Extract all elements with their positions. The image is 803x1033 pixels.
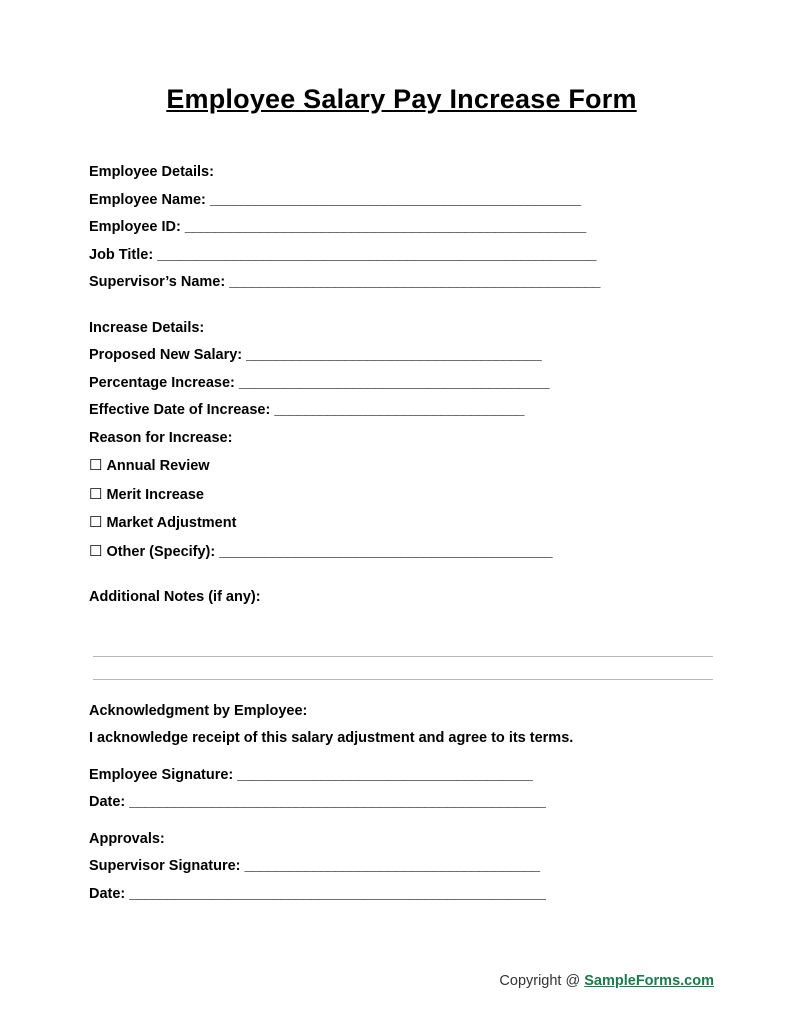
field-effective-date-label: Effective Date of Increase: — [89, 402, 271, 418]
footer-copyright: Copyright @ — [499, 973, 581, 989]
form-body — [89, 159, 714, 908]
checkbox-market-adjustment-label: Market Adjustment — [106, 515, 237, 531]
checkbox-market-adjustment[interactable] — [89, 509, 714, 538]
acknowledgment-heading: Acknowledgment by Employee: — [89, 702, 308, 719]
field-supervisor-signature-label: Supervisor Signature: — [89, 858, 241, 874]
field-proposed-new-salary-label: Proposed New Salary: — [89, 347, 243, 363]
page-title: Employee Salary Pay Increase Form — [166, 84, 637, 114]
checkbox-merit-increase[interactable] — [89, 481, 714, 510]
field-percentage-increase-input[interactable]: _________________________________________ — [238, 374, 550, 391]
field-proposed-new-salary-input[interactable]: _______________________________________ — [246, 347, 542, 363]
reason-for-increase-label: Reason for Increase: — [89, 429, 233, 446]
checkbox-other-specify-label: Other (Specify): — [106, 543, 216, 560]
field-proposed-new-salary — [89, 342, 714, 370]
additional-notes-heading: Additional Notes (if any): — [89, 589, 261, 605]
field-employee-signature — [89, 762, 714, 790]
field-employee-name-label: Employee Name: — [89, 191, 206, 208]
field-job-title-label: Job Title: — [89, 246, 154, 263]
field-employee-signature-label: Employee Signature: — [89, 766, 234, 783]
field-supervisor-name-label: Supervisor’s Name: — [89, 274, 226, 290]
checkbox-icon[interactable]: ☐ — [89, 485, 103, 503]
field-other-specify-input[interactable]: ____________________________________________ — [219, 543, 553, 560]
additional-notes-line-2[interactable] — [93, 657, 713, 680]
approvals-heading: Approvals: — [89, 830, 165, 847]
spacer — [89, 297, 714, 315]
additional-notes-area[interactable] — [89, 634, 714, 680]
field-employee-date — [89, 789, 714, 817]
footer-site-link[interactable]: SampleForms.com — [584, 973, 714, 989]
field-employee-id-label: Employee ID: — [89, 219, 181, 235]
checkbox-icon[interactable]: ☐ — [89, 542, 103, 560]
field-supervisor-name — [89, 269, 714, 297]
acknowledgment-statement: I acknowledge receipt of this salary adjustment and agree to its terms. — [89, 730, 574, 746]
field-effective-date-input[interactable]: _________________________________ — [274, 402, 524, 418]
field-supervisor-name-input[interactable]: _________________________________________________ — [229, 274, 600, 290]
field-job-title-input[interactable]: __________________________________________________________ — [157, 246, 596, 263]
field-employee-name — [89, 187, 714, 215]
field-employee-date-input[interactable]: _______________________________________________________ — [129, 794, 546, 810]
footer — [499, 973, 714, 989]
field-employee-id — [89, 214, 714, 242]
spacer — [89, 753, 714, 762]
field-job-title — [89, 242, 714, 270]
field-employee-date-label: Date: — [89, 794, 126, 810]
field-employee-signature-input[interactable]: _______________________________________ — [237, 766, 533, 783]
field-supervisor-date-input[interactable]: _______________________________________________________ — [129, 885, 546, 902]
field-employee-id-input[interactable]: _____________________________________________________ — [184, 219, 586, 235]
field-supervisor-signature — [89, 853, 714, 881]
field-employee-name-input[interactable]: _________________________________________________ — [209, 191, 581, 208]
field-effective-date — [89, 397, 714, 425]
field-supervisor-date-label: Date: — [89, 885, 126, 902]
checkbox-annual-review[interactable] — [89, 452, 714, 481]
field-percentage-increase-label: Percentage Increase: — [89, 374, 235, 391]
checkbox-icon[interactable]: ☐ — [89, 457, 103, 474]
spacer — [89, 680, 714, 698]
field-supervisor-signature-input[interactable]: _______________________________________ — [244, 858, 540, 874]
spacer — [89, 566, 714, 584]
field-percentage-increase — [89, 370, 714, 398]
additional-notes-line-1[interactable] — [93, 634, 713, 657]
field-supervisor-date — [89, 881, 714, 909]
increase-details-heading: Increase Details: — [89, 319, 205, 336]
checkbox-merit-increase-label: Merit Increase — [106, 486, 204, 503]
checkbox-other-specify[interactable] — [89, 538, 714, 567]
checkbox-annual-review-label: Annual Review — [106, 458, 210, 474]
spacer — [89, 817, 714, 826]
checkbox-icon[interactable]: ☐ — [89, 514, 103, 531]
employee-details-heading: Employee Details: — [89, 164, 214, 180]
